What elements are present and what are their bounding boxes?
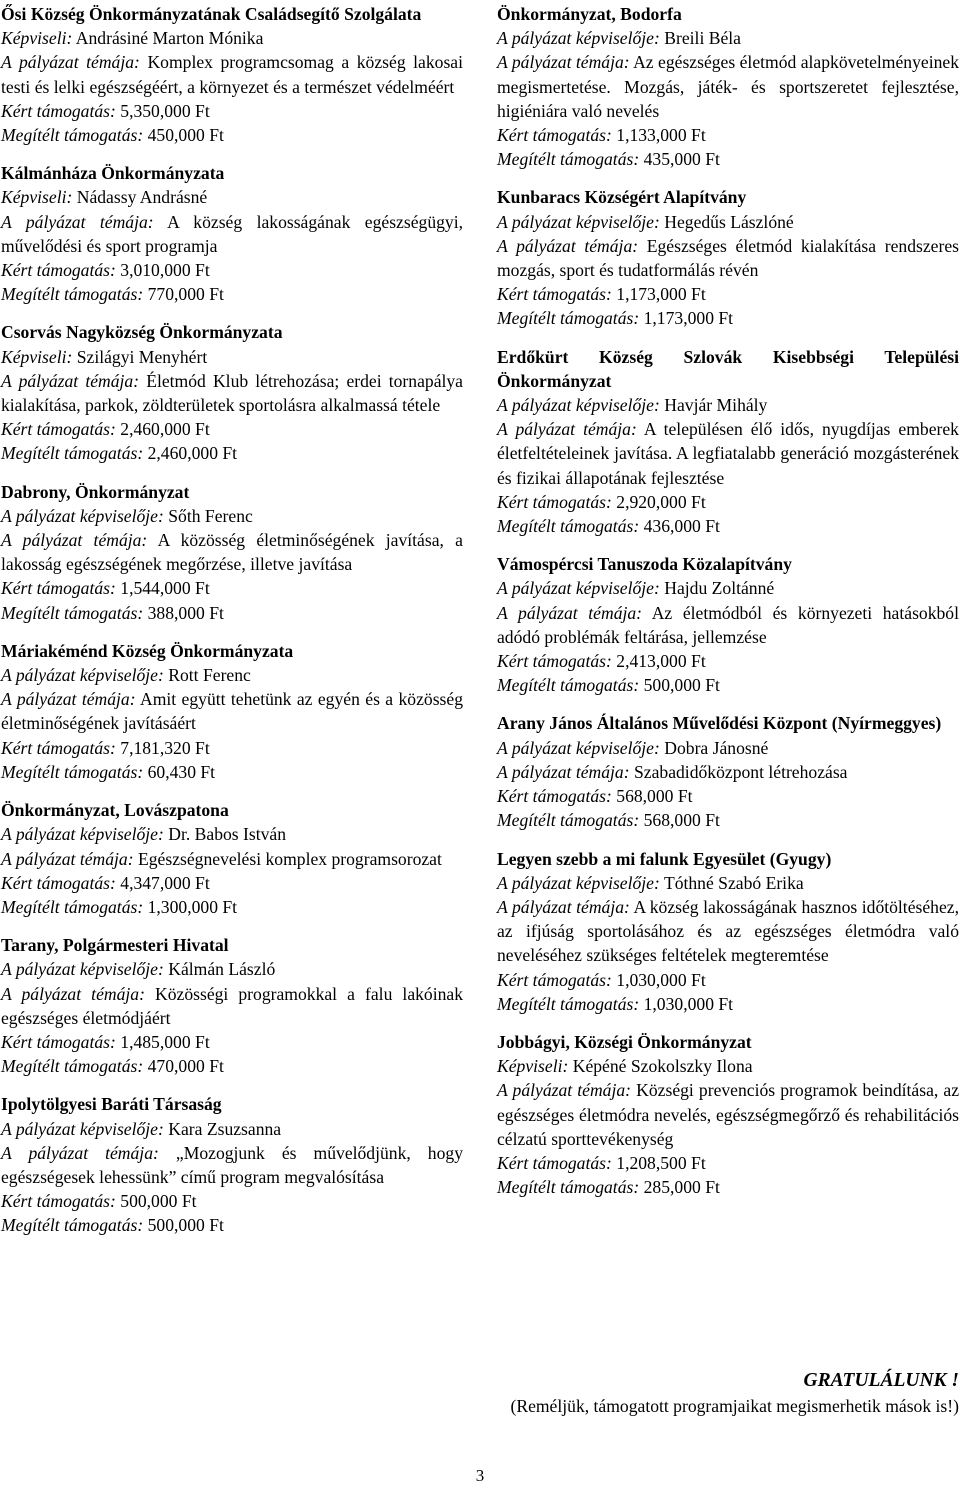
representative-line xyxy=(1,663,463,687)
granted-amount-value: 1,173,000 Ft xyxy=(643,308,734,329)
granted-amount-line xyxy=(497,992,959,1016)
topic-label: A pályázat témája: xyxy=(497,896,630,917)
grant-entry xyxy=(1,1092,463,1237)
entry-title: Jobbágyi, Községi Önkormányzat xyxy=(497,1031,752,1052)
closing-block xyxy=(497,1368,959,1418)
topic-line xyxy=(1,369,463,417)
granted-amount-line xyxy=(1,1213,463,1237)
requested-amount-value: 1,133,000 Ft xyxy=(616,125,706,146)
requested-amount-label: Kért támogatás: xyxy=(1,260,116,281)
representative-line xyxy=(497,26,959,50)
entry-title: Kálmánháza Önkormányzata xyxy=(1,163,225,184)
representative-line xyxy=(1,504,463,528)
topic-label: A pályázat témája: xyxy=(497,602,643,623)
grant-entry xyxy=(1,320,463,465)
topic-value: A közösség életminőségének javítása, a lakosság egészségének megőrzése, illetve javítása xyxy=(1,530,463,575)
granted-amount-value: 500,000 Ft xyxy=(147,1215,224,1236)
topic-label: A pályázat témája: xyxy=(497,52,630,73)
topic-line xyxy=(1,1141,463,1189)
representative-label: Képviseli: xyxy=(1,28,73,49)
requested-amount-line xyxy=(1,258,463,282)
topic-line xyxy=(1,210,463,258)
requested-amount-label: Kért támogatás: xyxy=(497,1152,612,1173)
topic-line xyxy=(497,760,959,784)
representative-value: Dobra Jánosné xyxy=(664,737,769,758)
granted-amount-line xyxy=(497,147,959,171)
representative-line xyxy=(1,1117,463,1141)
requested-amount-value: 2,413,000 Ft xyxy=(616,651,706,672)
representative-line xyxy=(1,822,463,846)
topic-line xyxy=(497,601,959,649)
representative-line xyxy=(497,393,959,417)
topic-line xyxy=(497,417,959,490)
topic-label: A pályázat témája: xyxy=(497,1080,632,1101)
representative-label: Képviseli: xyxy=(1,346,73,367)
entry-title: Dabrony, Önkormányzat xyxy=(1,481,190,502)
topic-line xyxy=(497,1078,959,1151)
granted-amount-value: 470,000 Ft xyxy=(147,1056,224,1077)
granted-amount-line xyxy=(1,441,463,465)
requested-amount-value: 7,181,320 Ft xyxy=(120,737,210,758)
granted-amount-line xyxy=(497,808,959,832)
representative-label: A pályázat képviselője: xyxy=(497,211,660,232)
requested-amount-label: Kért támogatás: xyxy=(1,1031,116,1052)
topic-line xyxy=(1,50,463,98)
grant-entry xyxy=(1,798,463,919)
representative-line xyxy=(497,871,959,895)
representative-label: Képviseli: xyxy=(1,187,73,208)
requested-amount-line xyxy=(1,576,463,600)
requested-amount-line xyxy=(1,1030,463,1054)
granted-amount-label: Megítélt támogatás: xyxy=(497,1177,640,1198)
topic-label: A pályázat témája: xyxy=(1,370,140,391)
topic-label: A pályázat témája: xyxy=(497,235,639,256)
topic-value: A településen élő idős, nyugdíjas emberek életfeltételeinek javítása. A legfiatalabb generáció mozgásterének és fizikai állapotának fejlesztése xyxy=(497,419,959,488)
representative-line xyxy=(497,210,959,234)
granted-amount-label: Megítélt támogatás: xyxy=(497,516,640,537)
granted-amount-label: Megítélt támogatás: xyxy=(497,993,640,1014)
granted-amount-line xyxy=(1,895,463,919)
entry-title: Ősi Község Önkormányzatának Családsegítő Szolgálata xyxy=(1,4,422,24)
entry-title: Önkormányzat, Lovászpatona xyxy=(1,800,229,821)
granted-amount-label: Megítélt támogatás: xyxy=(1,125,144,146)
granted-amount-label: Megítélt támogatás: xyxy=(497,308,640,329)
representative-line xyxy=(1,345,463,369)
granted-amount-value: 500,000 Ft xyxy=(643,675,720,696)
topic-value: Amit együtt tehetünk az egyén és a közösség életminőségének javításáért xyxy=(1,689,463,734)
representative-value: Képéné Szokolszky Ilona xyxy=(572,1056,753,1077)
grant-entry xyxy=(497,1030,959,1199)
granted-amount-label: Megítélt támogatás: xyxy=(1,1215,144,1236)
grant-entry xyxy=(1,639,463,784)
topic-line xyxy=(497,895,959,968)
entry-title: Önkormányzat, Bodorfa xyxy=(497,4,682,24)
granted-amount-value: 2,460,000 Ft xyxy=(147,443,238,464)
requested-amount-value: 5,350,000 Ft xyxy=(120,100,210,121)
representative-value: Hegedűs Lászlóné xyxy=(664,211,794,232)
entry-title: Vámospércsi Tanuszoda Közalapítvány xyxy=(497,554,792,575)
representative-value: Rott Ferenc xyxy=(168,665,251,686)
granted-amount-value: 1,300,000 Ft xyxy=(147,896,238,917)
granted-amount-line xyxy=(1,601,463,625)
grant-entry xyxy=(497,2,959,171)
granted-amount-label: Megítélt támogatás: xyxy=(1,284,144,305)
grant-entry xyxy=(497,847,959,1016)
granted-amount-line xyxy=(1,760,463,784)
topic-line xyxy=(497,50,959,123)
granted-amount-line xyxy=(1,1054,463,1078)
requested-amount-label: Kért támogatás: xyxy=(1,578,116,599)
representative-value: Kara Zsuzsanna xyxy=(168,1118,282,1139)
granted-amount-label: Megítélt támogatás: xyxy=(1,602,144,623)
topic-value: A község lakosságának egészségügyi, művelődési és sport programja xyxy=(1,211,463,256)
topic-value: Az életmódból és környezeti hatásokból adódó problémák feltárása, jellemzése xyxy=(497,602,959,647)
topic-label: A pályázat témája: xyxy=(1,1142,159,1163)
requested-amount-value: 1,485,000 Ft xyxy=(120,1031,210,1052)
right-column xyxy=(497,2,959,1213)
requested-amount-line xyxy=(1,871,463,895)
granted-amount-label: Megítélt támogatás: xyxy=(1,443,144,464)
representative-line xyxy=(1,957,463,981)
topic-value: Közösségi programokkal a falu lakóinak egészséges életmódjáért xyxy=(1,983,464,1028)
entry-title: Csorvás Nagyközség Önkormányzata xyxy=(1,322,283,343)
granted-amount-line xyxy=(497,514,959,538)
requested-amount-value: 4,347,000 Ft xyxy=(120,872,210,893)
granted-amount-label: Megítélt támogatás: xyxy=(1,1056,144,1077)
requested-amount-label: Kért támogatás: xyxy=(497,491,612,512)
representative-label: A pályázat képviselője: xyxy=(1,959,164,980)
topic-label: A pályázat témája: xyxy=(1,530,148,551)
grant-entry xyxy=(497,711,959,832)
granted-amount-label: Megítélt támogatás: xyxy=(1,761,144,782)
topic-value: Községi prevenciós programok beindítása, az egészséges életmódra nevelés, egészségmegőrző és rehabilitációs célzatú sporttevékenység xyxy=(497,1080,960,1149)
topic-value: Életmód Klub létrehozása; erdei tornapálya kialakítása, parkok, zöldterületek sportolásra alkalmassá tétele xyxy=(1,370,463,416)
granted-amount-value: 60,430 Ft xyxy=(147,761,216,782)
representative-label: Képviseli: xyxy=(497,1056,569,1077)
topic-label: A pályázat témája: xyxy=(1,211,154,232)
requested-amount-value: 1,173,000 Ft xyxy=(616,284,706,305)
topic-label: A pályázat témája: xyxy=(497,761,630,782)
requested-amount-label: Kért támogatás: xyxy=(497,969,612,990)
representative-line xyxy=(497,736,959,760)
granted-amount-line xyxy=(1,282,463,306)
topic-line xyxy=(1,847,463,871)
granted-amount-line xyxy=(497,673,959,697)
grant-entry xyxy=(1,480,463,625)
granted-amount-line xyxy=(1,123,463,147)
grant-entry xyxy=(1,2,463,147)
granted-amount-value: 388,000 Ft xyxy=(147,602,224,623)
representative-value: Nádassy Andrásné xyxy=(76,187,208,208)
granted-amount-value: 436,000 Ft xyxy=(643,516,720,537)
congratulations-heading: GRATULÁLUNK ! xyxy=(803,1370,959,1391)
topic-value: Komplex programcsomag a község lakosai testi és lelki egészségéért, a környezet és a természet védelméért xyxy=(1,52,464,97)
granted-amount-label: Megítélt támogatás: xyxy=(497,810,640,831)
representative-value: Breili Béla xyxy=(664,28,741,49)
requested-amount-line xyxy=(497,968,959,992)
granted-amount-value: 450,000 Ft xyxy=(147,125,224,146)
granted-amount-label: Megítélt támogatás: xyxy=(497,149,640,170)
granted-amount-value: 435,000 Ft xyxy=(643,149,720,170)
representative-label: A pályázat képviselője: xyxy=(1,665,164,686)
representative-label: A pályázat képviselője: xyxy=(497,737,660,758)
entry-title: Kunbaracs Községért Alapítvány xyxy=(497,187,747,208)
requested-amount-value: 1,544,000 Ft xyxy=(120,578,210,599)
requested-amount-value: 3,010,000 Ft xyxy=(120,260,210,281)
representative-line xyxy=(1,26,463,50)
granted-amount-label: Megítélt támogatás: xyxy=(497,675,640,696)
representative-line xyxy=(1,185,463,209)
requested-amount-line xyxy=(1,1189,463,1213)
requested-amount-label: Kért támogatás: xyxy=(1,100,116,121)
requested-amount-line xyxy=(497,649,959,673)
grant-entry xyxy=(1,161,463,306)
topic-label: A pályázat témája: xyxy=(1,52,140,73)
requested-amount-value: 2,920,000 Ft xyxy=(616,491,706,512)
representative-label: A pályázat képviselője: xyxy=(497,578,660,599)
entry-title: Arany János Általános Művelődési Központ (Nyírmeggyes) xyxy=(497,713,942,734)
requested-amount-value: 1,030,000 Ft xyxy=(616,969,706,990)
requested-amount-line xyxy=(1,99,463,123)
requested-amount-label: Kért támogatás: xyxy=(1,419,116,440)
page-number: 3 xyxy=(475,1466,485,1485)
grant-entry xyxy=(497,345,959,539)
granted-amount-label: Megítélt támogatás: xyxy=(1,896,144,917)
representative-label: A pályázat képviselője: xyxy=(497,872,660,893)
grant-entry xyxy=(1,933,463,1078)
requested-amount-line xyxy=(1,736,463,760)
requested-amount-label: Kért támogatás: xyxy=(497,651,612,672)
representative-line xyxy=(497,576,959,600)
requested-amount-label: Kért támogatás: xyxy=(497,284,612,305)
topic-value: Az egészséges életmód alapkövetelményeinek megismertetése. Mozgás, játék- és sportszeretet fejlesztése, higiéniára való nevelés xyxy=(497,52,959,121)
representative-label: A pályázat képviselője: xyxy=(1,1118,164,1139)
representative-value: Tóthné Szabó Erika xyxy=(663,872,804,893)
requested-amount-line xyxy=(1,417,463,441)
requested-amount-label: Kért támogatás: xyxy=(1,1191,116,1212)
grant-entry xyxy=(497,185,959,330)
closing-note: (Reméljük, támogatott programjaikat megismerhetik mások is!) xyxy=(510,1396,959,1416)
requested-amount-value: 2,460,000 Ft xyxy=(120,419,210,440)
representative-label: A pályázat képviselője: xyxy=(1,505,164,526)
requested-amount-line xyxy=(497,490,959,514)
representative-value: Dr. Babos István xyxy=(168,824,287,845)
topic-label: A pályázat témája: xyxy=(497,419,637,440)
granted-amount-line xyxy=(497,306,959,330)
requested-amount-line xyxy=(497,123,959,147)
granted-amount-value: 285,000 Ft xyxy=(643,1177,720,1198)
representative-value: Szilágyi Menyhért xyxy=(76,346,208,367)
requested-amount-label: Kért támogatás: xyxy=(497,786,612,807)
topic-value: „Mozogjunk és művelődjünk, hogy egészségesek lehessünk” című program megvalósítása xyxy=(1,1142,463,1187)
entry-title: Tarany, Polgármesteri Hivatal xyxy=(1,935,229,956)
representative-line xyxy=(497,1054,959,1078)
requested-amount-line xyxy=(497,1151,959,1175)
representative-label: A pályázat képviselője: xyxy=(497,28,660,49)
requested-amount-value: 568,000 Ft xyxy=(616,786,693,807)
representative-value: Andrásiné Marton Mónika xyxy=(75,28,264,49)
granted-amount-value: 568,000 Ft xyxy=(643,810,720,831)
requested-amount-label: Kért támogatás: xyxy=(497,125,612,146)
representative-value: Kálmán László xyxy=(168,959,276,980)
topic-value: Egészséges életmód kialakítása rendszeres mozgás, sport és tudatformálás révén xyxy=(497,235,959,281)
entry-title: Erdőkürt Község Szlovák Kisebbségi Települési Önkormányzat xyxy=(497,346,959,391)
entry-title: Máriakéménd Község Önkormányzata xyxy=(1,640,294,661)
topic-label: A pályázat témája: xyxy=(1,848,134,869)
topic-value: Egészségnevelési komplex programsorozat xyxy=(138,848,442,869)
left-column xyxy=(1,2,463,1252)
topic-line xyxy=(1,528,463,576)
topic-value: A község lakosságának hasznos időtöltéséhez, az ifjúság sportolásához és az egészséges életmódra való neveléséhez szükséges feltételek megteremtése xyxy=(497,896,959,966)
requested-amount-label: Kért támogatás: xyxy=(1,737,116,758)
requested-amount-label: Kért támogatás: xyxy=(1,872,116,893)
representative-value: Sőth Ferenc xyxy=(168,505,253,526)
entry-title: Legyen szebb a mi falunk Egyesület (Gyugy) xyxy=(497,848,832,869)
requested-amount-value: 500,000 Ft xyxy=(120,1191,197,1212)
requested-amount-value: 1,208,500 Ft xyxy=(616,1152,706,1173)
granted-amount-line xyxy=(497,1175,959,1199)
representative-label: A pályázat képviselője: xyxy=(1,824,164,845)
representative-label: A pályázat képviselője: xyxy=(497,395,660,416)
representative-value: Hajdu Zoltánné xyxy=(664,578,775,599)
topic-value: Szabadidőközpont létrehozása xyxy=(634,761,848,782)
requested-amount-line xyxy=(497,784,959,808)
topic-line xyxy=(497,234,959,282)
topic-line xyxy=(1,982,463,1030)
topic-label: A pályázat témája: xyxy=(1,689,136,710)
granted-amount-value: 1,030,000 Ft xyxy=(643,993,734,1014)
granted-amount-value: 770,000 Ft xyxy=(147,284,224,305)
representative-value: Havjár Mihály xyxy=(664,395,768,416)
requested-amount-line xyxy=(497,282,959,306)
topic-line xyxy=(1,687,463,735)
topic-label: A pályázat témája: xyxy=(1,983,145,1004)
grant-entry xyxy=(497,552,959,697)
entry-title: Ipolytölgyesi Baráti Társaság xyxy=(1,1094,222,1115)
